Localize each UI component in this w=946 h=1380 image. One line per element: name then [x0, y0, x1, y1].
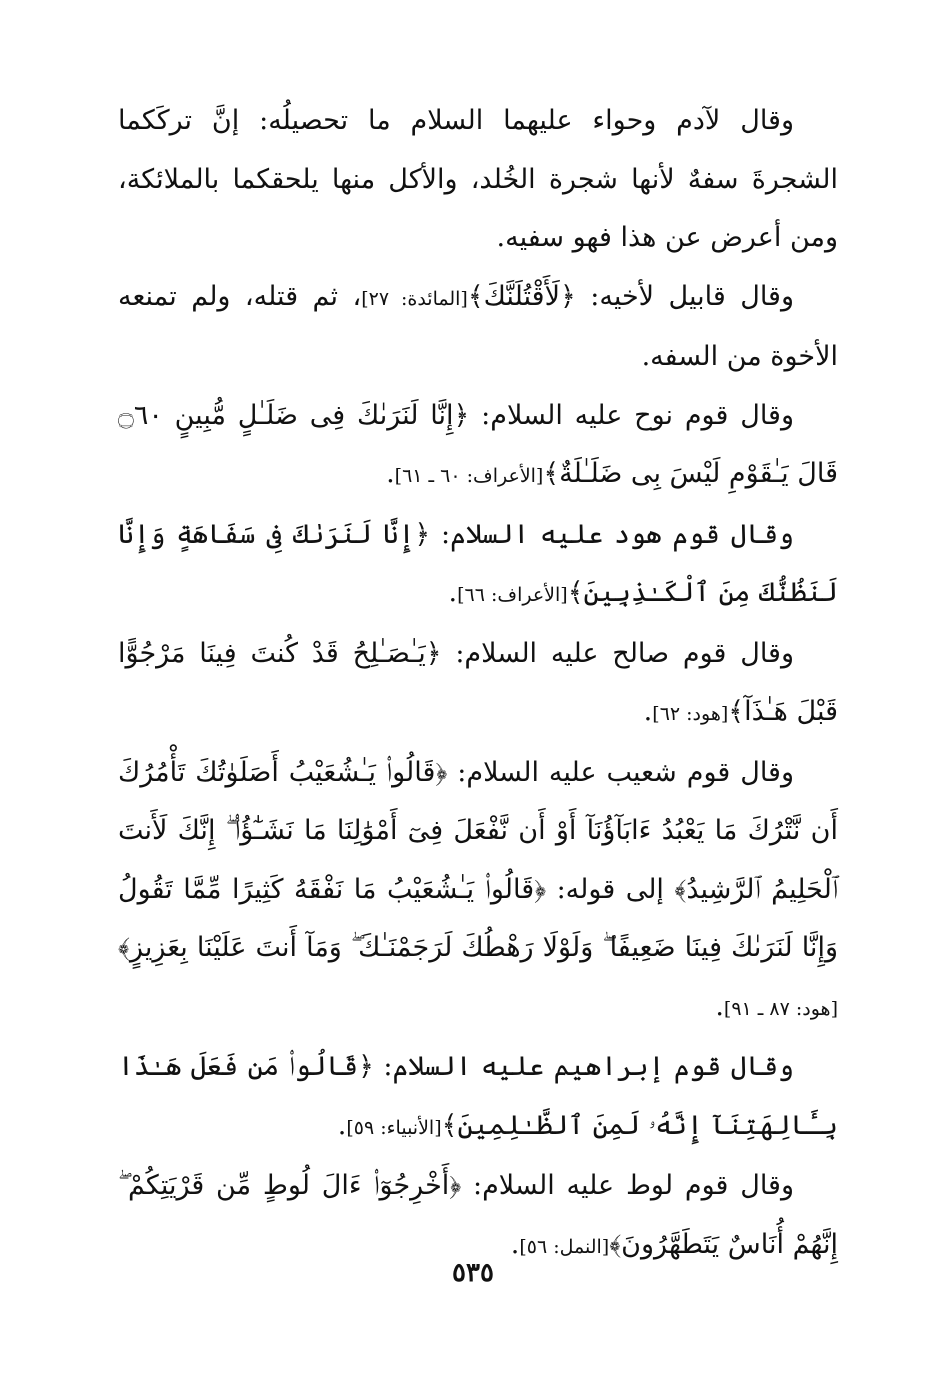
paragraph-text: وقال قابيل لأخيه: ﴿لَأَقْتُلَنَّكَ﴾	[467, 280, 795, 312]
verse-reference: [الأعراف: ٦٠ ـ ٦١]	[394, 465, 544, 487]
verse-reference: [النمل: ٥٦]	[519, 1235, 610, 1258]
paragraph-text: وقال قوم لوط عليه السلام: ﴿أَخْرِجُوٓا۟ ءَالَ لُوطٍ مِّن قَرْيَتِكُمْ ۖ إِنَّهُمْ أُنَاسٌ يَتَطَهَّرُونَ﴾	[118, 1170, 838, 1260]
page-number: ٥٣٥	[452, 1258, 494, 1288]
paragraph-tail: .	[386, 458, 395, 489]
paragraph-tail: .	[448, 577, 458, 608]
verse-reference: [هود: ٦٢]	[652, 703, 729, 725]
paragraph-text: وقال قوم شعيب عليه السلام: ﴿قَالُوا۟ يَـٰشُعَيْبُ أَصَلَوٰتُكَ تَأْمُرُكَ أَن نَّتْرُكَ مَا يَعْبُدُ ءَابَآؤُنَآ أَوْ أَن نَّفْعَلَ فِىٓ أَمْوَٰلِنَا مَا نَشَـٰٓؤُا۟ ۖ إِنَّكَ لَأَنتَ ٱلْحَلِيمُ ٱلرَّشِيدُ﴾ إلى قوله: ﴿قَالُوا۟ يَـٰشُعَيْبُ مَا نَفْقَهُ كَثِيرًا مِّمَّا تَقُولُ وَإِنَّا لَنَرَىٰكَ فِينَا ضَعِيفًا ۖ وَلَوْلَا رَهْطُكَ لَرَجَمْنَـٰكَ ۖ وَمَآ أَنتَ عَلَيْنَا بِعَزِيزٍ﴾	[118, 756, 838, 963]
paragraph-shuayb	[118, 744, 838, 1039]
paragraph-text: وقال قوم هود عليه السلام: ﴿إِنَّا لَنَرَىٰكَ فِى سَفَاهَةٍ وَإِنَّا لَنَظُنُّكَ مِنَ ٱلْكَـٰذِبِينَ﴾	[118, 518, 838, 608]
paragraph-tail: .	[643, 696, 653, 727]
verse-reference: [المائدة: ٢٧]	[361, 287, 468, 310]
body-text	[118, 92, 838, 1276]
paragraph-salih	[118, 625, 838, 744]
paragraph-hud	[118, 506, 838, 625]
paragraph-tail: ، ثم قتله، ولم تمنعه الأخوة من السفه.	[118, 280, 838, 372]
verse-reference: [الأعراف: ٦٦]	[457, 584, 568, 606]
paragraph-adam	[118, 92, 838, 268]
paragraph-ibrahim	[118, 1038, 838, 1157]
verse-reference: [الأنبياء: ٥٩]	[346, 1116, 442, 1139]
paragraph-tail: .	[337, 1109, 347, 1141]
paragraph-text: وقال قوم إبراهيم عليه السلام: ﴿قَالُوا۟ مَن فَعَلَ هَـٰذَا بِـَٔالِهَتِنَآ إِنَّهُۥ لَمِنَ ٱلظَّـٰلِمِينَ﴾	[118, 1051, 838, 1141]
paragraph-qabil	[118, 268, 838, 387]
paragraph-text: وقال لآدم وحواء عليهما السلام ما تحصيلُه: إنَّ تركَكما الشجرةَ سفهٌ لأنها شجرة الخُلد، والأكل منها يلحقكما بالملائكة، ومن أعرض عن هذا فهو سفيه.	[118, 105, 838, 253]
paragraph-text: وقال قوم صالح عليه السلام: ﴿يَـٰصَـٰلِحُ قَدْ كُنتَ فِينَا مَرْجُوًّا قَبْلَ هَـٰذَآ﴾	[118, 637, 838, 727]
paragraph-tail: .	[715, 990, 724, 1022]
paragraph-tail: .	[510, 1228, 520, 1260]
paragraph-text: وقال قوم نوح عليه السلام: ﴿إِنَّا لَنَرَىٰكَ فِى ضَلَـٰلٍ مُّبِينٍ ۝٦٠ قَالَ يَـٰقَوْمِ لَيْسَ بِى ضَلَـٰلَةٌ﴾	[118, 399, 838, 489]
paragraph-nuh	[118, 387, 838, 506]
verse-reference: [هود: ٨٧ ـ ٩١]	[723, 997, 838, 1020]
